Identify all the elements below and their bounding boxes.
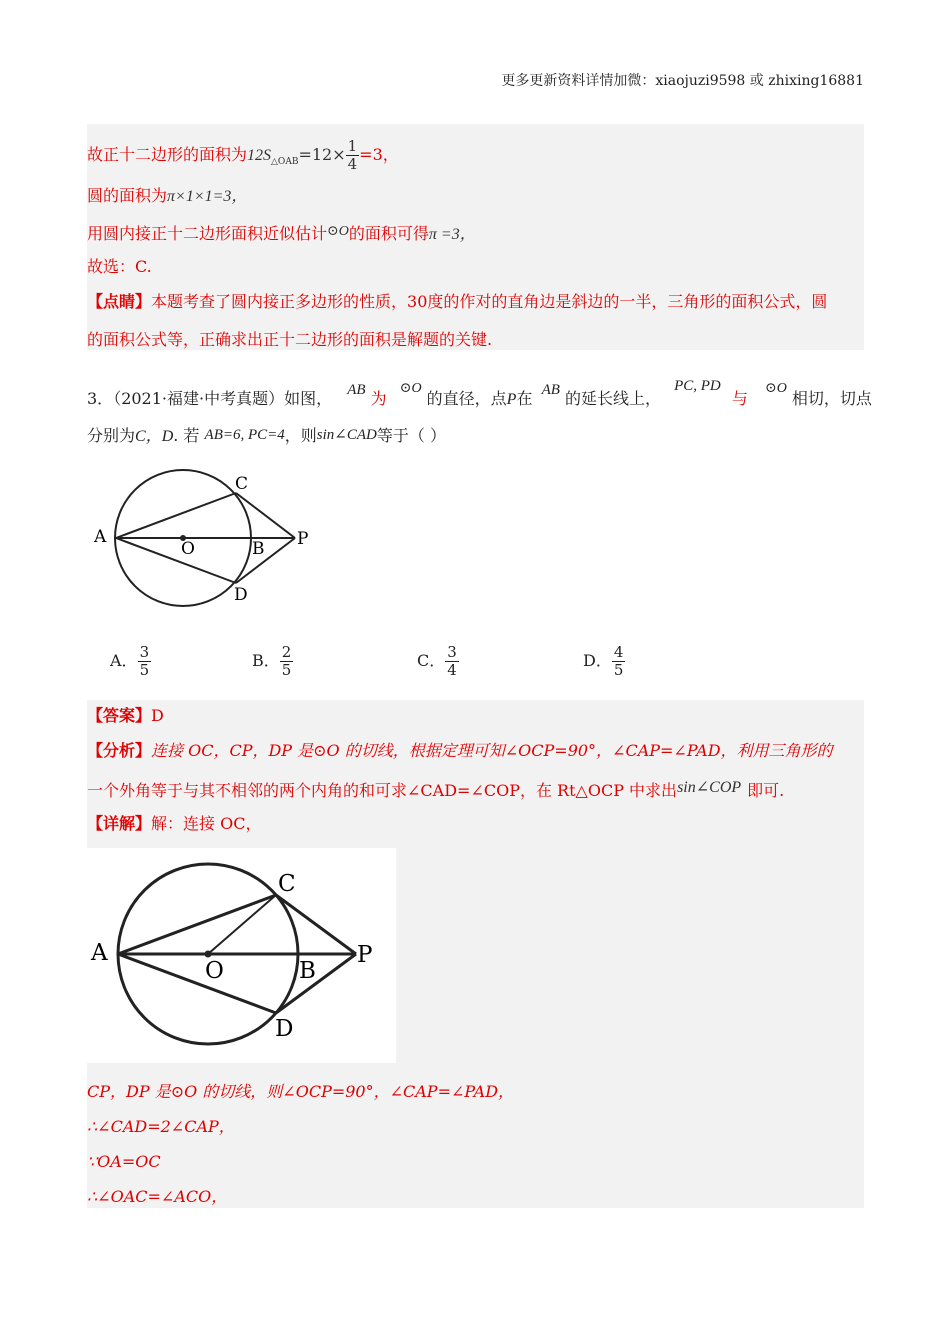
figure2-label-c: C — [278, 871, 296, 897]
figure2-label-a: A — [91, 940, 108, 966]
solution-line-1: 故正十二边形的面积为$12S_{\triangle OAB}=12\times$ $\frac{1}{4}$ =3， — [87, 137, 399, 173]
figure2-line-dp — [276, 954, 356, 1013]
figure1-line-dp — [236, 538, 295, 583]
figure1-label-c: C — [235, 474, 249, 494]
solution-line-3: 用圆内接正十二边形面积近似估计⊙O的面积可得π =3， — [87, 224, 476, 243]
figure1-label-d: D — [234, 585, 248, 605]
figure1-line-ad — [116, 538, 236, 583]
figure1-label-a: A — [94, 527, 107, 547]
figure2-label-b: B — [299, 958, 316, 984]
figure2-line-ad — [118, 954, 276, 1013]
tip-line-1: 【点睛】本题考查了圆内接正多边形的性质，30度的作对的直角边是斜边的一半，三角形的面积公式，圆 — [87, 292, 828, 311]
answer-line: 【答案】D — [87, 706, 164, 725]
step-2: ∴∠CAD=2∠CAP， — [87, 1117, 235, 1136]
question-line-1: 3．（2021·福建·中考真题）如图， AB 为 ⊙O 的直径，点P在 AB 的延长线上， PC, PD 与 ⊙O 相切，切点 — [87, 378, 872, 408]
analysis-line-2: 一个外角等于与其不相邻的两个内角的和可求∠CAD=∠COP，在 Rt△OCP 中求出sin∠COP 即可. — [87, 779, 785, 800]
step-3: ∵OA=OC — [87, 1152, 161, 1171]
figure2-line-ac — [118, 895, 276, 954]
analysis-line-1: 【分析】连接 OC，CP，DP 是⊙O 的切线，根据定理可知∠OCP=90°，∠CAP=∠PAD，利用三角形的 — [87, 741, 833, 760]
option-b[interactable]: B． $\frac{2}{5}$ — [252, 643, 292, 679]
figure1-line-cp — [236, 493, 295, 538]
figure2-label-p: P — [357, 942, 373, 968]
tip-line-2: 的面积公式等，正确求出正十二边形的面积是解题的关键. — [87, 330, 493, 349]
solution-line-4: 故选：C. — [87, 257, 152, 276]
figure2-center-dot — [205, 951, 212, 958]
figure1-line-ac — [116, 493, 236, 538]
question-line-2: 分别为C，D. 若 AB=6, PC=4，则sin∠CAD等于（ ） — [87, 426, 446, 445]
detail-line: 【详解】解：连接 OC， — [87, 814, 262, 833]
option-c[interactable]: C． $\frac{3}{4}$ — [417, 643, 457, 679]
solution-figure — [87, 848, 396, 1063]
option-a[interactable]: A． $\frac{3}{5}$ — [110, 643, 150, 679]
figure2-line-oc — [208, 895, 276, 954]
solution-line-2: 圆的面积为π×1×1=3， — [87, 186, 248, 205]
question-figure — [90, 462, 320, 612]
figure2-line-cp — [276, 895, 356, 954]
figure1-label-o: O — [181, 539, 195, 559]
option-d[interactable]: D． $\frac{4}{5}$ — [583, 643, 624, 679]
figure2-label-o: O — [205, 958, 224, 984]
step-1: CP，DP 是⊙O 的切线，则∠OCP=90°，∠CAP=∠PAD， — [87, 1082, 515, 1101]
figure2-label-d: D — [275, 1016, 294, 1042]
header-note: 更多更新资料详情加微：xiaojuzi9598 或 zhixing16881 — [501, 73, 864, 89]
figure1-label-b: B — [252, 539, 265, 559]
figure1-label-p: P — [297, 529, 309, 549]
step-4: ∴∠OAC=∠ACO， — [87, 1187, 228, 1206]
